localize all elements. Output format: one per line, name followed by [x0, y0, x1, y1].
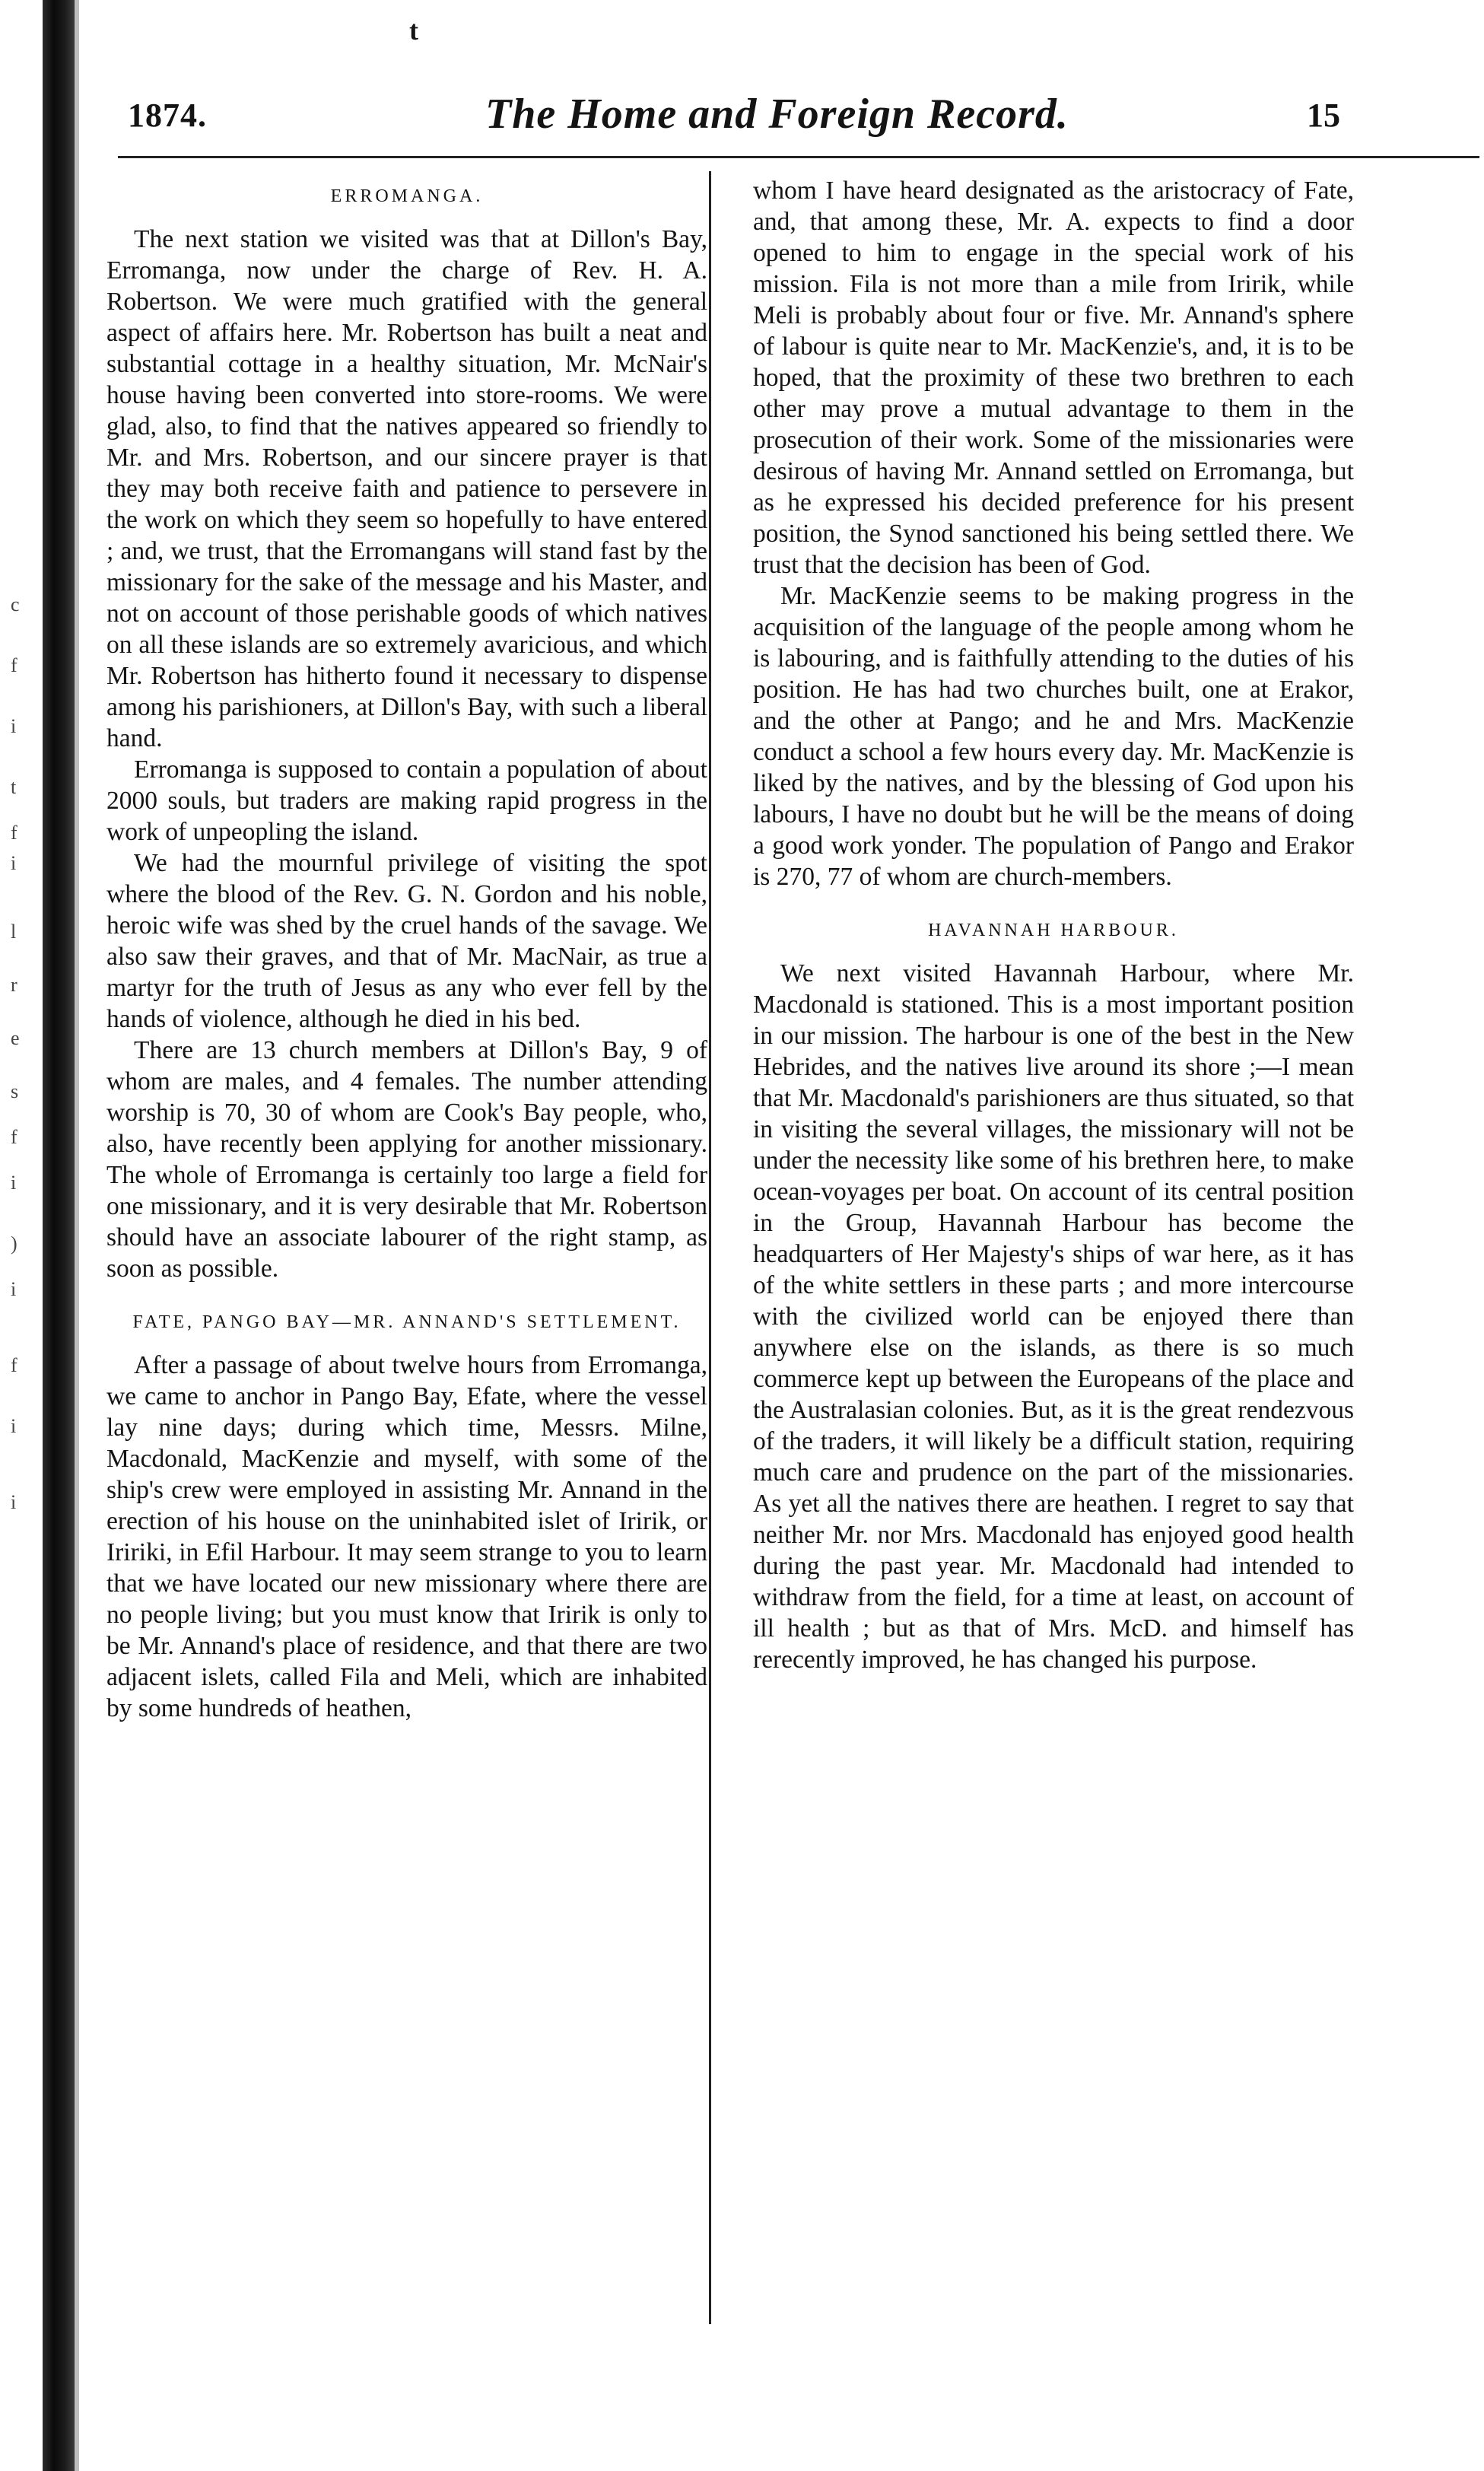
page-edge: [75, 0, 79, 2471]
paragraph-continued: whom I have heard designated as the aristocracy of Fate, and, that among these, Mr. A. expects to find a door opened to him to engage in the special work of his mission. Fila is not more than a mile from Iririk, while Meli is probably about four or five. Mr. Annand's sphere of labour is quite near to Mr. MacKenzie's, and, it is to be hoped, that the proximity of these two brethren to each other may prove a mutual advantage to them in the prosecution of their work. Some of the missionaries were desirous of having Mr. Annand settled on Erromanga, but as he expressed his decided preference for his present position, the Synod sanctioned his being settled there. We trust that the decision has been of God.: [753, 176, 1354, 579]
right-column: [753, 175, 1354, 1675]
gutter-bleed-marks: c f i t f i l r e s f i ) i f i i: [11, 593, 20, 1513]
header-rule: [118, 156, 1479, 158]
paragraph: We had the mournful privilege of visiting the spot where the blood of the Rev. G. N. Gordon and his noble, heroic wife was shed by the cruel hands of the savage. We also saw their graves, and that of Mr. MacNair, as true a martyr for the truth of Jesus as any who ever fell by the hands of violence, although he died in his bed.: [106, 849, 707, 1033]
left-column: [106, 175, 707, 1724]
header-year: 1874.: [128, 97, 207, 134]
paragraph: We next visited Havannah Harbour, where Mr. Macdonald is stationed. This is a most important position in our mission. The harbour is one of the best in the New Hebrides, and the natives live around its shore ;—I mean that Mr. Macdonald's parishioners are thus situated, so that in visiting the several villages, the missionary will not be under the necessity like some of his brethren here, to make ocean-voyages per boat. On account of its central position in the Group, Havannah Harbour has become the headquarters of Her Majesty's ships of war here, as it has of the white settlers in these parts ; and more intercourse with the civilized world can be enjoyed there than anywhere else on the islands, as there is so much commerce kept up between the Europeans of the place and the Australasian colonies. But, as it is the great rendezvous of the traders, it will likely be a difficult station, requiring much care and prudence on the part of the missionaries. As yet all the natives there are heathen. I regret to say that neither Mr. nor Mrs. Macdonald has enjoyed good health during the past year. Mr. Macdonald had intended to withdraw from the field, for a time at least, on account of ill health ; but as that of Mrs. McD. and himself has rerecently improved, he has changed his purpose.: [753, 959, 1354, 1674]
page-header: [128, 90, 1467, 151]
paragraph: After a passage of about twelve hours from Erromanga, we came to anchor in Pango Bay, Efate, where the vessel lay nine days; during which time, Messrs. Milne, Macdonald, MacKenzie and myself, with some of the ship's crew were employed in assisting Mr. Annand in the erection of his house on the uninhabited islet of Iririk, or Iririki, in Efil Harbour. It may seem strange to you to learn that we have located our new missionary where there are no people living; but you must know that Iririk is only to be Mr. Annand's place of residence, and that there are two adjacent islets, called Fila and Meli, which are inhabited by some hundreds of heathen,: [106, 1351, 707, 1722]
header-title: The Home and Foreign Record.: [485, 91, 1069, 138]
paragraph: The next station we visited was that at Dillon's Bay, Erromanga, now under the charge of Rev. H. A. Robertson. We were much gratified with the general aspect of affairs here. Mr. Robertson has built a neat and substantial cottage in a healthy situation, Mr. McNair's house having been converted into store-rooms. We were glad, also, to find that the natives appeared so friendly to Mr. and Mrs. Robertson, and our sincere prayer is that they may both receive faith and patience to persevere in the work on which they seem so hopefully to have entered ; and, we trust, that the Erromangans will stand fast by the missionary for the sake of the message and his Master, and not on account of those perishable goods of which natives on all these islands are so extremely avaricious, and which Mr. Robertson has hitherto found it necessary to dispense among his parishioners, at Dillon's Bay, with such a liberal hand.: [106, 225, 707, 752]
stray-print-mark: t: [409, 15, 418, 46]
paragraph: Mr. MacKenzie seems to be making progress in the acquisition of the language of the people among whom he is labouring, and is faithfully attending to the duties of his position. He has had two churches built, one at Erakor, and the other at Pango; and he and Mrs. MacKenzie conduct a school a few hours every day. Mr. MacKenzie is liked by the natives, and by the blessing of God upon his labours, I have no doubt but he will be the means of doing a good work yonder. The population of Pango and Erakor is 270, 77 of whom are church-members.: [753, 582, 1354, 891]
paragraph: There are 13 church members at Dillon's Bay, 9 of whom are males, and 4 females. The number attending worship is 70, 30 of whom are Cook's Bay people, who, also, have recently been applying for another missionary. The whole of Erromanga is certainly too large a field for one missionary, and it is very desirable that Mr. Robertson should have an associate labourer of the right stamp, as soon as possible.: [106, 1036, 707, 1283]
section-heading-erromanga: ERROMANGA.: [330, 186, 484, 206]
section-heading-fate-pango-bay: FATE, PANGO BAY—MR. ANNAND'S SETTLEMENT.: [132, 1312, 682, 1332]
section-heading-havannah-harbour: HAVANNAH HARBOUR.: [928, 921, 1179, 940]
paragraph: Erromanga is supposed to contain a population of about 2000 souls, but traders are making rapid progress in the work of unpeopling the island.: [106, 755, 707, 846]
column-divider: [709, 171, 711, 2324]
page-number: 15: [1307, 97, 1340, 134]
book-spine-shadow: [43, 0, 75, 2471]
